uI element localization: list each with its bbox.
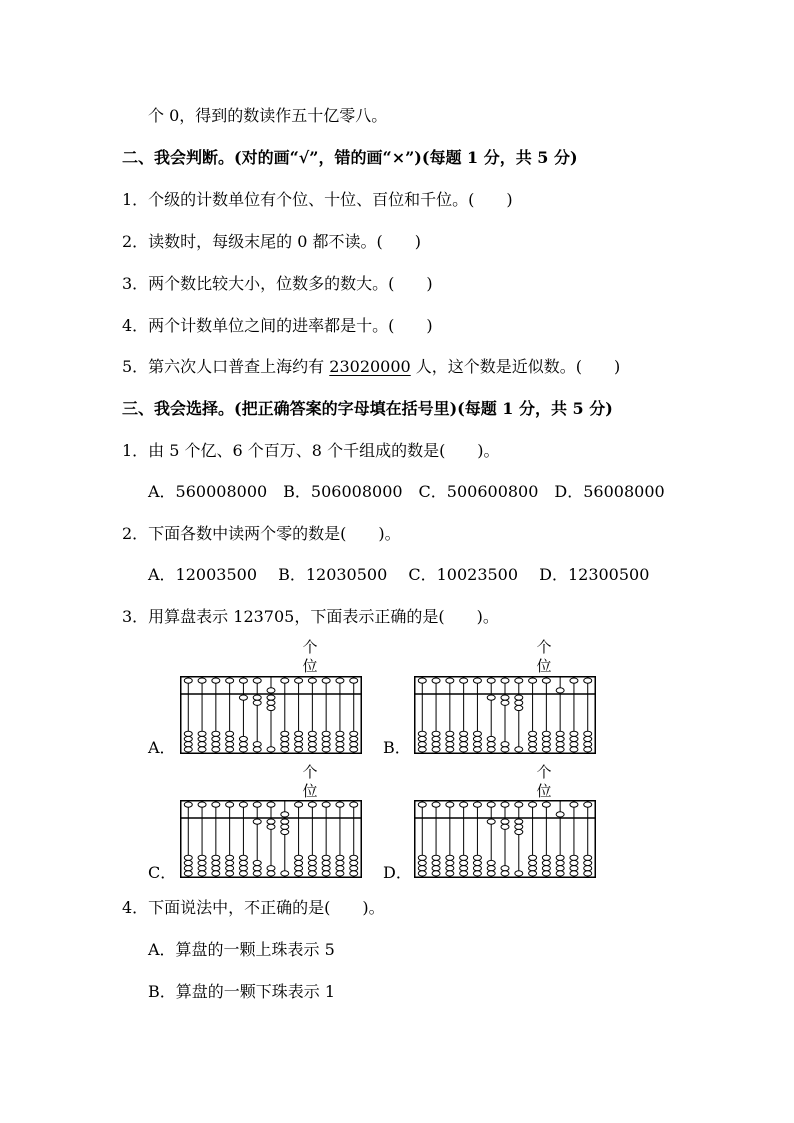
lower-bead — [267, 695, 275, 700]
upper-bead — [515, 802, 523, 807]
lower-bead — [473, 860, 481, 865]
lower-bead — [184, 742, 192, 747]
lower-bead — [542, 736, 550, 741]
lower-bead — [336, 736, 344, 741]
lower-bead — [226, 871, 234, 876]
lower-bead — [418, 736, 426, 741]
lower-bead — [226, 747, 234, 752]
lower-bead — [253, 860, 261, 865]
upper-bead — [350, 802, 358, 807]
lower-bead — [473, 747, 481, 752]
lower-bead — [295, 866, 303, 871]
lower-bead — [281, 819, 289, 824]
lower-bead — [529, 747, 537, 752]
lower-bead — [515, 705, 523, 710]
upper-bead — [336, 678, 344, 683]
lower-bead — [487, 747, 495, 752]
lower-bead — [267, 700, 275, 705]
lower-bead — [336, 860, 344, 865]
lower-bead — [239, 695, 247, 700]
lower-bead — [473, 866, 481, 871]
lower-bead — [584, 855, 592, 860]
lower-bead — [542, 860, 550, 865]
upper-bead — [556, 812, 564, 817]
upper-bead — [281, 678, 289, 683]
lower-bead — [501, 824, 509, 829]
lower-bead — [281, 747, 289, 752]
lower-bead — [487, 736, 495, 741]
lower-bead — [432, 855, 440, 860]
lower-bead — [198, 855, 206, 860]
lower-bead — [253, 747, 261, 752]
lower-bead — [584, 747, 592, 752]
choice-q2: 2．下面各数中读两个零的数是( )。 — [122, 524, 401, 543]
lower-bead — [432, 866, 440, 871]
lower-bead — [432, 860, 440, 865]
lower-bead — [198, 747, 206, 752]
lower-bead — [184, 855, 192, 860]
section2-heading: 二、我会判断。(对的画“√”，错的画“×”)(每题 1 分，共 5 分) — [122, 148, 578, 167]
lower-bead — [501, 742, 509, 747]
lower-bead — [529, 742, 537, 747]
lower-bead — [515, 747, 523, 752]
lower-bead — [446, 871, 454, 876]
upper-bead — [529, 678, 537, 683]
lower-bead — [308, 860, 316, 865]
lower-bead — [584, 731, 592, 736]
lower-bead — [184, 736, 192, 741]
upper-bead — [487, 802, 495, 807]
upper-bead — [336, 802, 344, 807]
upper-bead — [253, 678, 261, 683]
lower-bead — [226, 855, 234, 860]
lower-bead — [460, 731, 468, 736]
lower-bead — [460, 860, 468, 865]
upper-bead — [198, 802, 206, 807]
lower-bead — [226, 866, 234, 871]
population-number: 23020000 — [329, 357, 411, 376]
lower-bead — [542, 855, 550, 860]
abacus-c-wei: 位 — [302, 782, 318, 800]
lower-bead — [212, 742, 220, 747]
lower-bead — [226, 860, 234, 865]
lower-bead — [432, 742, 440, 747]
lower-bead — [184, 866, 192, 871]
upper-bead — [460, 678, 468, 683]
lower-bead — [556, 731, 564, 736]
lower-bead — [281, 731, 289, 736]
lower-bead — [570, 731, 578, 736]
lower-bead — [239, 860, 247, 865]
lower-bead — [322, 731, 330, 736]
lower-bead — [473, 855, 481, 860]
abacus-d-label: D． — [383, 863, 412, 882]
abacus-a — [180, 676, 362, 754]
lower-bead — [212, 866, 220, 871]
lower-bead — [198, 736, 206, 741]
lower-bead — [570, 860, 578, 865]
lower-bead — [418, 871, 426, 876]
lower-bead — [501, 871, 509, 876]
lower-bead — [446, 860, 454, 865]
upper-bead — [584, 802, 592, 807]
lower-bead — [418, 731, 426, 736]
upper-bead — [322, 678, 330, 683]
lower-bead — [281, 736, 289, 741]
upper-bead — [239, 802, 247, 807]
lower-bead — [473, 731, 481, 736]
lower-bead — [295, 871, 303, 876]
lower-bead — [556, 866, 564, 871]
upper-bead — [267, 688, 275, 693]
lower-bead — [281, 742, 289, 747]
lower-bead — [295, 747, 303, 752]
lower-bead — [515, 700, 523, 705]
lower-bead — [487, 860, 495, 865]
lower-bead — [267, 866, 275, 871]
lower-bead — [350, 747, 358, 752]
lower-bead — [336, 747, 344, 752]
lower-bead — [515, 829, 523, 834]
upper-bead — [226, 802, 234, 807]
lower-bead — [542, 731, 550, 736]
judge-item-5-pre: 5．第六次人口普查上海约有 — [122, 357, 330, 376]
lower-bead — [529, 736, 537, 741]
lower-bead — [556, 860, 564, 865]
lower-bead — [253, 695, 261, 700]
lower-bead — [515, 819, 523, 824]
lower-bead — [529, 855, 537, 860]
upper-bead — [460, 802, 468, 807]
lower-bead — [350, 855, 358, 860]
lower-bead — [542, 866, 550, 871]
lower-bead — [253, 871, 261, 876]
lower-bead — [529, 731, 537, 736]
lower-bead — [570, 871, 578, 876]
lower-bead — [198, 731, 206, 736]
upper-bead — [267, 802, 275, 807]
lower-bead — [542, 871, 550, 876]
lower-bead — [460, 747, 468, 752]
lower-bead — [556, 855, 564, 860]
lower-bead — [529, 871, 537, 876]
upper-bead — [501, 802, 509, 807]
lower-bead — [267, 871, 275, 876]
upper-bead — [570, 678, 578, 683]
choice-q3: 3．用算盘表示 123705，下面表示正确的是( )。 — [122, 607, 499, 626]
lower-bead — [529, 866, 537, 871]
lower-bead — [184, 871, 192, 876]
abacus-a-ge: 个 — [302, 638, 318, 656]
lower-bead — [267, 824, 275, 829]
lower-bead — [584, 736, 592, 741]
lower-bead — [308, 747, 316, 752]
lower-bead — [542, 747, 550, 752]
lower-bead — [267, 747, 275, 752]
upper-bead — [432, 802, 440, 807]
lower-bead — [501, 695, 509, 700]
lower-bead — [239, 866, 247, 871]
choice-q4: 4．下面说法中，不正确的是( )。 — [122, 898, 385, 917]
upper-bead — [295, 678, 303, 683]
upper-bead — [556, 688, 564, 693]
lower-bead — [322, 860, 330, 865]
lower-bead — [570, 742, 578, 747]
choice-q4-option-a: A．算盘的一颗上珠表示 5 — [148, 940, 335, 959]
lower-bead — [584, 866, 592, 871]
lower-bead — [460, 866, 468, 871]
lower-bead — [295, 736, 303, 741]
lower-bead — [350, 866, 358, 871]
upper-bead — [322, 802, 330, 807]
lower-bead — [473, 871, 481, 876]
upper-bead — [184, 802, 192, 807]
lower-bead — [460, 736, 468, 741]
lower-bead — [446, 731, 454, 736]
lower-bead — [584, 742, 592, 747]
lower-bead — [336, 742, 344, 747]
lower-bead — [226, 736, 234, 741]
abacus-b-wei: 位 — [536, 657, 552, 675]
lower-bead — [322, 747, 330, 752]
section3-heading: 三、我会选择。(把正确答案的字母填在括号里)(每题 1 分，共 5 分) — [122, 399, 613, 418]
lower-bead — [460, 871, 468, 876]
lower-bead — [322, 855, 330, 860]
lower-bead — [570, 866, 578, 871]
lower-bead — [418, 855, 426, 860]
lower-bead — [281, 824, 289, 829]
upper-bead — [446, 678, 454, 683]
upper-bead — [239, 678, 247, 683]
upper-bead — [501, 678, 509, 683]
lower-bead — [253, 819, 261, 824]
upper-bead — [212, 678, 220, 683]
lower-bead — [432, 747, 440, 752]
judge-item-2: 2．读数时，每级末尾的 0 都不读。( ) — [122, 232, 422, 251]
abacus-d-ge: 个 — [536, 763, 552, 781]
upper-bead — [418, 678, 426, 683]
lower-bead — [212, 855, 220, 860]
lower-bead — [212, 871, 220, 876]
lower-bead — [336, 871, 344, 876]
upper-bead — [584, 678, 592, 683]
lower-bead — [239, 742, 247, 747]
abacus-a-label: A． — [148, 738, 176, 757]
abacus-c-ge: 个 — [302, 763, 318, 781]
continued-line: 个 0，得到的数读作五十亿零八。 — [148, 106, 388, 125]
lower-bead — [487, 742, 495, 747]
lower-bead — [570, 855, 578, 860]
choice-q1: 1．由 5 个亿、6 个百万、8 个千组成的数是( )。 — [122, 441, 500, 460]
choice-q4-option-b: B．算盘的一颗下珠表示 1 — [148, 982, 336, 1001]
lower-bead — [281, 829, 289, 834]
upper-bead — [308, 678, 316, 683]
lower-bead — [253, 700, 261, 705]
lower-bead — [267, 819, 275, 824]
lower-bead — [418, 742, 426, 747]
lower-bead — [322, 866, 330, 871]
lower-bead — [432, 736, 440, 741]
upper-bead — [529, 802, 537, 807]
lower-bead — [308, 742, 316, 747]
lower-bead — [198, 742, 206, 747]
lower-bead — [239, 747, 247, 752]
lower-bead — [267, 705, 275, 710]
lower-bead — [350, 736, 358, 741]
lower-bead — [350, 742, 358, 747]
lower-bead — [308, 736, 316, 741]
lower-bead — [239, 736, 247, 741]
lower-bead — [253, 866, 261, 871]
lower-bead — [418, 747, 426, 752]
lower-bead — [281, 871, 289, 876]
lower-bead — [418, 860, 426, 865]
lower-bead — [473, 742, 481, 747]
abacus-b-ge: 个 — [536, 638, 552, 656]
lower-bead — [295, 742, 303, 747]
lower-bead — [446, 855, 454, 860]
lower-bead — [487, 695, 495, 700]
lower-bead — [446, 736, 454, 741]
lower-bead — [570, 747, 578, 752]
lower-bead — [212, 860, 220, 865]
lower-bead — [198, 866, 206, 871]
lower-bead — [212, 747, 220, 752]
lower-bead — [446, 866, 454, 871]
lower-bead — [184, 860, 192, 865]
abacus-c — [180, 800, 362, 878]
judge-item-5 — [122, 357, 620, 377]
lower-bead — [336, 731, 344, 736]
upper-bead — [473, 802, 481, 807]
abacus-b-label: B． — [383, 738, 411, 757]
lower-bead — [487, 866, 495, 871]
lower-bead — [350, 731, 358, 736]
lower-bead — [584, 860, 592, 865]
lower-bead — [184, 731, 192, 736]
abacus-d-wei: 位 — [536, 782, 552, 800]
upper-bead — [515, 678, 523, 683]
lower-bead — [239, 871, 247, 876]
upper-bead — [212, 802, 220, 807]
lower-bead — [487, 819, 495, 824]
lower-bead — [322, 742, 330, 747]
lower-bead — [501, 747, 509, 752]
lower-bead — [501, 866, 509, 871]
lower-bead — [336, 866, 344, 871]
upper-bead — [418, 802, 426, 807]
upper-bead — [350, 678, 358, 683]
lower-bead — [350, 871, 358, 876]
upper-bead — [198, 678, 206, 683]
lower-bead — [556, 736, 564, 741]
lower-bead — [350, 860, 358, 865]
lower-bead — [295, 860, 303, 865]
upper-bead — [542, 802, 550, 807]
lower-bead — [322, 871, 330, 876]
lower-bead — [239, 855, 247, 860]
lower-bead — [432, 871, 440, 876]
lower-bead — [487, 871, 495, 876]
lower-bead — [212, 731, 220, 736]
lower-bead — [556, 871, 564, 876]
judge-item-5-post: 人，这个数是近似数。( ) — [410, 357, 621, 376]
lower-bead — [198, 871, 206, 876]
lower-bead — [501, 700, 509, 705]
upper-bead — [542, 678, 550, 683]
lower-bead — [542, 742, 550, 747]
lower-bead — [184, 747, 192, 752]
lower-bead — [446, 747, 454, 752]
lower-bead — [322, 736, 330, 741]
upper-bead — [253, 802, 261, 807]
lower-bead — [432, 731, 440, 736]
lower-bead — [584, 871, 592, 876]
lower-bead — [529, 860, 537, 865]
lower-bead — [198, 860, 206, 865]
judge-item-1: 1．个级的计数单位有个位、十位、百位和千位。( ) — [122, 190, 513, 209]
lower-bead — [212, 736, 220, 741]
lower-bead — [460, 855, 468, 860]
lower-bead — [418, 866, 426, 871]
lower-bead — [308, 855, 316, 860]
abacus-a-wei: 位 — [302, 657, 318, 675]
lower-bead — [253, 742, 261, 747]
lower-bead — [515, 871, 523, 876]
lower-bead — [515, 824, 523, 829]
lower-bead — [336, 855, 344, 860]
lower-bead — [308, 731, 316, 736]
upper-bead — [473, 678, 481, 683]
judge-item-3: 3．两个数比较大小，位数多的数大。( ) — [122, 274, 433, 293]
upper-bead — [487, 678, 495, 683]
abacus-c-label: C． — [148, 863, 177, 882]
lower-bead — [226, 742, 234, 747]
upper-bead — [308, 802, 316, 807]
choice-q1-options: A．560008000 B．506008000 C．500600800 D．56008000 — [148, 482, 665, 501]
choice-q2-options: A．12003500 B．12030500 C．10023500 D．12300500 — [148, 565, 650, 584]
upper-bead — [281, 812, 289, 817]
upper-bead — [432, 678, 440, 683]
lower-bead — [501, 819, 509, 824]
lower-bead — [460, 742, 468, 747]
lower-bead — [570, 736, 578, 741]
upper-bead — [446, 802, 454, 807]
lower-bead — [226, 731, 234, 736]
upper-bead — [184, 678, 192, 683]
abacus-d — [414, 800, 596, 878]
judge-item-4: 4．两个计数单位之间的进率都是十。( ) — [122, 316, 433, 335]
lower-bead — [308, 871, 316, 876]
lower-bead — [556, 742, 564, 747]
lower-bead — [295, 731, 303, 736]
lower-bead — [556, 747, 564, 752]
abacus-b — [414, 676, 596, 754]
lower-bead — [295, 855, 303, 860]
lower-bead — [446, 742, 454, 747]
lower-bead — [515, 695, 523, 700]
lower-bead — [473, 736, 481, 741]
upper-bead — [570, 802, 578, 807]
upper-bead — [226, 678, 234, 683]
upper-bead — [295, 802, 303, 807]
lower-bead — [308, 866, 316, 871]
